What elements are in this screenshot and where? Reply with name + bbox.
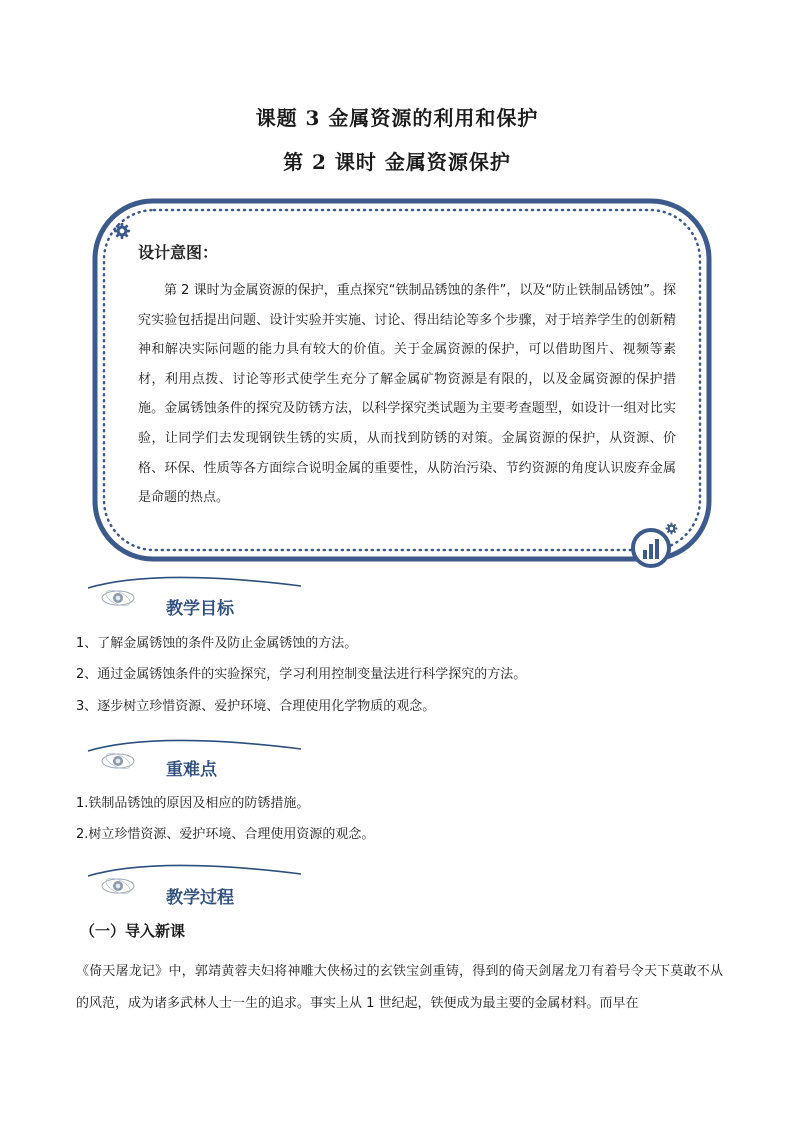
section-header-process xyxy=(86,858,326,908)
section-header-key-points xyxy=(86,733,326,779)
key-point-item: 2.树立珍惜资源、爱护环境、合理使用资源的观念。 xyxy=(76,827,375,842)
section-title-goals: 教学目标 xyxy=(166,599,234,619)
subsection-heading: （一）导入新课 xyxy=(80,922,186,940)
gear-icon xyxy=(665,522,678,535)
gear-icon xyxy=(113,222,131,240)
section-header-goals xyxy=(86,570,326,619)
goal-item: 1、了解金属锈蚀的条件及防止金属锈蚀的方法。 xyxy=(76,636,358,651)
goal-item: 3、逐步树立珍惜资源、爱护环境、合理使用化学物质的观念。 xyxy=(76,699,436,714)
section-title-key-points: 重难点 xyxy=(166,760,217,780)
key-point-item: 1.铁制品锈蚀的原因及相应的防锈措施。 xyxy=(76,796,310,811)
design-intent-body: 第 2 课时为金属资源的保护，重点探究“铁制品锈蚀的条件”，以及“防止铁制品锈蚀”。探究实验包括提出问题、设计实验并实施、讨论、得出结论等多个步骤，对于培养学生的创新精神和解决实际问题的能力具有较大的价值。关于金属资源的保护，可以借助图片、视频等素材，利用点拨、讨论等形式使学生充分了解金属矿物资源是有限的，以及金属资源的保护措施。金属锈蚀条件的探究及防锈方法，以科学探究类试题为主要考查题型，如设计一组对比实验，让同学们去发现钢铁生锈的实质，从而找到防锈的对策。金属资源的保护，从资源、价格、环保、性质等各方面综合说明金属的重要性，从防治污染、节约资源的角度认识废弃金属是命题的热点。 xyxy=(138,283,676,506)
lesson-subtitle: 第 2 课时 金属资源保护 xyxy=(283,150,511,174)
lesson-title: 课题 3 金属资源的利用和保护 xyxy=(255,106,539,130)
goal-item: 2、通过金属锈蚀条件的实验探究，学习利用控制变量法进行科学探究的方法。 xyxy=(76,667,527,682)
design-intent-heading: 设计意图： xyxy=(138,243,219,262)
section-title-process: 教学过程 xyxy=(166,888,234,908)
intro-paragraph: 《倚天屠龙记》中，郭靖黄蓉夫妇将神雕大侠杨过的玄铁宝剑重铸，得到的倚天剑屠龙刀有着号令天下莫敢不从的风范，成为诸多武林人士一生的追求。事实上从 1 世纪起，铁便成为最主要的金属材料。而早在 xyxy=(76,964,723,1011)
